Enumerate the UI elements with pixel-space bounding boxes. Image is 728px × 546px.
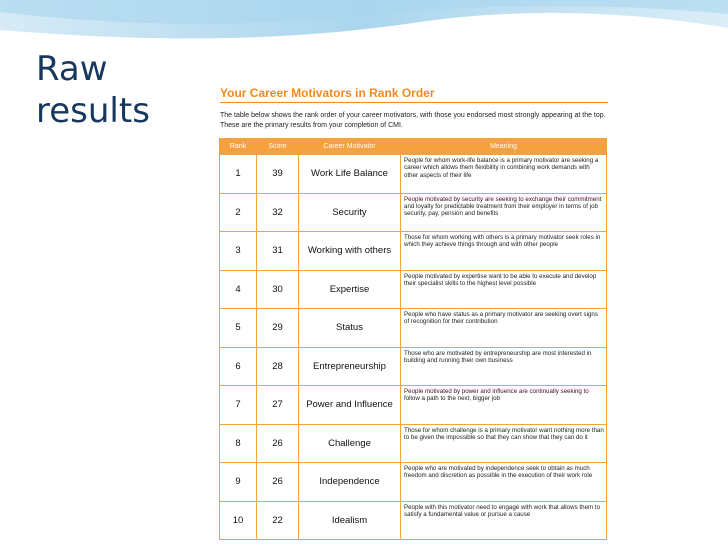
rank-cell: 8	[220, 424, 257, 463]
score-cell: 26	[257, 424, 299, 463]
table-row	[220, 424, 607, 463]
report-heading: Your Career Motivators in Rank Order	[220, 86, 608, 103]
table-header-row	[220, 139, 607, 155]
motivators-table	[219, 138, 607, 540]
rank-cell: 2	[220, 193, 257, 232]
motivator-cell: Challenge	[299, 424, 401, 463]
motivator-cell: Security	[299, 193, 401, 232]
meaning-cell: People motivated by power and influence are continually seeking to follow a path to the next, bigger job	[401, 386, 607, 425]
meaning-cell: Those for whom working with others is a primary motivator seek roles in which they achieve things through and with other people	[401, 232, 607, 271]
embedded-report	[219, 86, 611, 540]
table-row	[220, 347, 607, 386]
table-row	[220, 463, 607, 502]
score-cell: 30	[257, 270, 299, 309]
slide-title-line-2: results	[36, 91, 150, 131]
rank-cell: 3	[220, 232, 257, 271]
table-row	[220, 232, 607, 271]
motivator-cell: Power and Influence	[299, 386, 401, 425]
table-row	[220, 155, 607, 194]
rank-cell: 7	[220, 386, 257, 425]
motivator-cell: Expertise	[299, 270, 401, 309]
meaning-cell: People who are motivated by independence seek to obtain as much freedom and discretion as possible in the execution of their work role	[401, 463, 607, 502]
score-cell: 26	[257, 463, 299, 502]
table-row	[220, 270, 607, 309]
meaning-cell: Those who are motivated by entrepreneurship are most interested in building and running their own business	[401, 347, 607, 386]
column-header-motivator: Career Motivator	[299, 139, 401, 155]
motivator-cell: Idealism	[299, 501, 401, 540]
score-cell: 39	[257, 155, 299, 194]
report-intro: The table below shows the rank order of your career motivators, with those you endorsed most strongly appearing at the top. These are the primary results from your completion of CMI.	[220, 112, 606, 129]
score-cell: 32	[257, 193, 299, 232]
rank-cell: 6	[220, 347, 257, 386]
score-cell: 29	[257, 309, 299, 348]
motivator-cell: Independence	[299, 463, 401, 502]
slide-title-line-1: Raw	[36, 49, 108, 89]
motivator-cell: Entrepreneurship	[299, 347, 401, 386]
motivator-cell: Status	[299, 309, 401, 348]
table-row	[220, 193, 607, 232]
score-cell: 22	[257, 501, 299, 540]
rank-cell: 1	[220, 155, 257, 194]
meaning-cell: People motivated by expertise want to be able to execute and develop their specialist skills to the highest level possible	[401, 270, 607, 309]
column-header-rank: Rank	[220, 139, 257, 155]
meaning-cell: People who have status as a primary motivator are seeking overt signs of recognition for their contribution	[401, 309, 607, 348]
rank-cell: 10	[220, 501, 257, 540]
score-cell: 27	[257, 386, 299, 425]
meaning-cell: People with this motivator need to engage with work that allows them to satisfy a fundamental value or pursue a cause	[401, 501, 607, 540]
rank-cell: 5	[220, 309, 257, 348]
column-header-meaning: Meaning	[401, 139, 607, 155]
column-header-score: Score	[257, 139, 299, 155]
table-row	[220, 501, 607, 540]
meaning-cell: People motivated by security are seeking to exchange their commitment and loyalty for predictable treatment from their employer in terms of job security, pay, pension and benefits	[401, 193, 607, 232]
score-cell: 31	[257, 232, 299, 271]
motivator-cell: Work Life Balance	[299, 155, 401, 194]
meaning-cell: People for whom work-life balance is a primary motivator are seeking a career which allows them flexibility in combining work demands with other aspects of their life	[401, 155, 607, 194]
motivator-cell: Working with others	[299, 232, 401, 271]
slide-title	[36, 48, 150, 132]
score-cell: 28	[257, 347, 299, 386]
meaning-cell: Those for whom challenge is a primary motivator want nothing more than to be given the impossible so that they can show that they can do it	[401, 424, 607, 463]
rank-cell: 4	[220, 270, 257, 309]
table-row	[220, 309, 607, 348]
rank-cell: 9	[220, 463, 257, 502]
table-row	[220, 386, 607, 425]
